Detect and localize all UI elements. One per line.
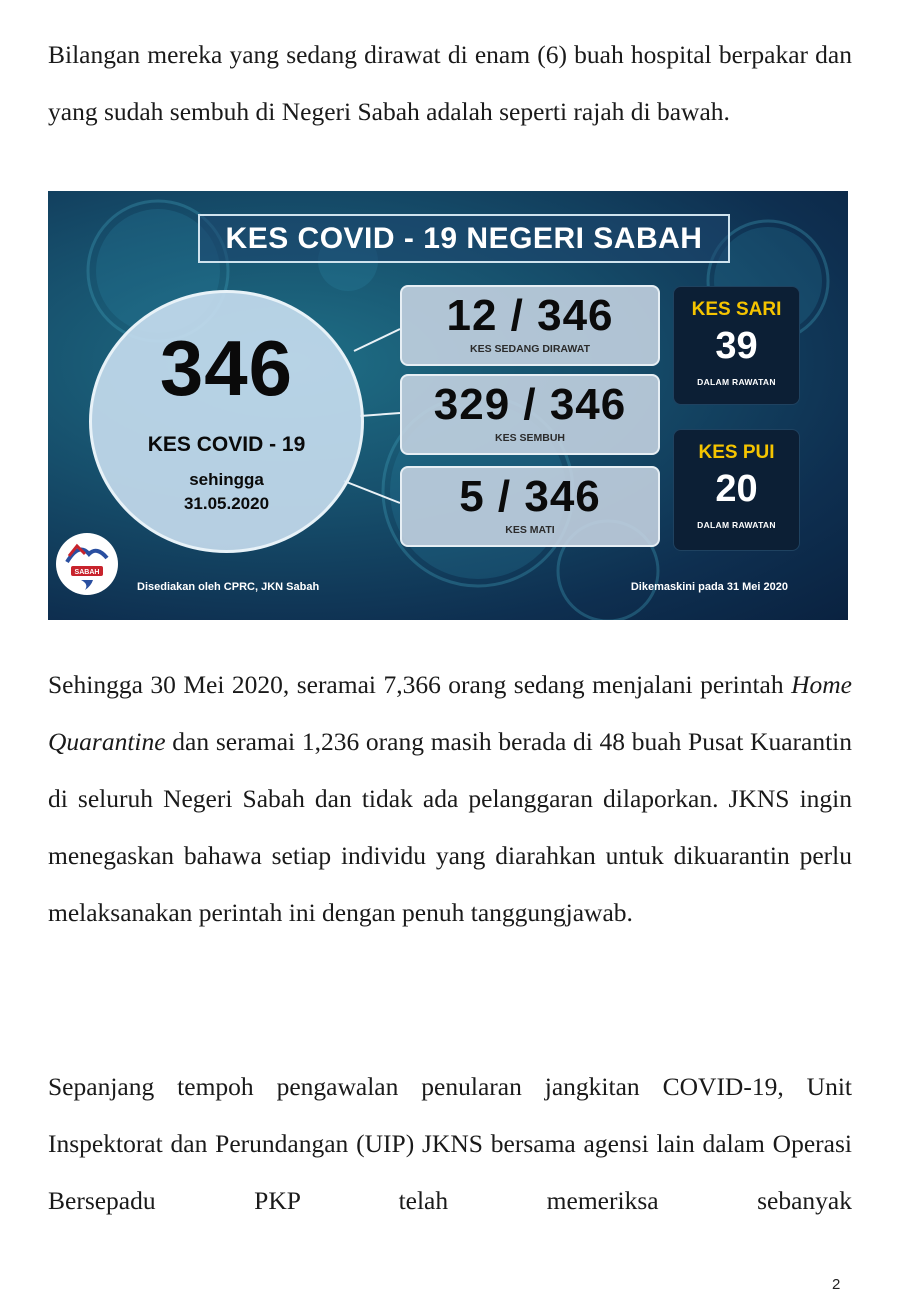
card-caption: KES MATI: [505, 524, 555, 536]
intro-paragraph: Bilangan mereka yang sedang dirawat di enam (6) buah hospital berpakar dan yang sudah sembuh di Negeri Sabah adalah seperti rajah di bawah.: [48, 40, 852, 126]
infographic-title: KES COVID - 19 NEGERI SABAH: [198, 214, 730, 263]
footer-prepared-by: Disediakan oleh CPRC, JKN Sabah: [137, 581, 320, 593]
covid-infographic: [48, 191, 848, 620]
quarantine-paragraph: [48, 656, 852, 941]
card-caption: KES SEMBUH: [494, 432, 565, 444]
total-cases-date-prefix: sehingga: [189, 470, 264, 489]
logo-text: SABAH: [74, 569, 100, 576]
card-caption: KES SEDANG DIRAWAT: [470, 343, 590, 355]
total-cases-date: 31.05.2020: [183, 494, 270, 513]
card-recovered: [400, 374, 660, 455]
pui-caption: DALAM RAWATAN: [697, 520, 776, 530]
page-number: 2: [832, 1276, 841, 1293]
total-cases-value: 346: [159, 324, 294, 412]
inspection-paragraph: Sepanjang tempoh pengawalan penularan jangkitan COVID-19, Unit Inspektorat dan Perundangan (UIP) JKNS bersama agensi lain dalam Operasi Bersepadu PKP telah memeriksa sebanyak: [48, 1072, 852, 1215]
sabah-logo-icon: [55, 532, 119, 596]
sari-caption: DALAM RAWATAN: [697, 377, 776, 387]
total-cases-label: KES COVID - 19: [147, 433, 306, 456]
total-cases-circle: [89, 290, 364, 553]
sari-title: KES SARI: [691, 299, 782, 320]
card-value: 329 / 346: [433, 380, 627, 429]
card-deaths: [400, 466, 660, 547]
quarantine-paragraph-part2: dan seramai 1,236 orang masih berada di 48 buah Pusat Kuarantin di seluruh Negeri Sabah dan tidak ada pelanggaran dilaporkan. JKNS ingin menegaskan bahawa setiap individu yang diarahkan untuk dikuarantin perlu melaksanakan perintah ini dengan penuh tanggungjawab.: [48, 727, 852, 927]
sari-box: [673, 286, 800, 405]
card-value: 12 / 346: [446, 291, 614, 340]
home-quarantine-emphasis: Home Quarantine: [48, 670, 852, 756]
card-being-treated: [400, 285, 660, 366]
pui-title: KES PUI: [698, 442, 775, 463]
footer-updated-on: Dikemaskini pada 31 Mei 2020: [630, 581, 788, 593]
sari-value: 39: [715, 325, 758, 367]
pui-box: [673, 429, 800, 551]
pui-value: 20: [715, 468, 758, 510]
quarantine-paragraph-part1: Sehingga 30 Mei 2020, seramai 7,366 orang sedang menjalani perintah: [48, 670, 792, 699]
card-value: 5 / 346: [459, 472, 601, 521]
